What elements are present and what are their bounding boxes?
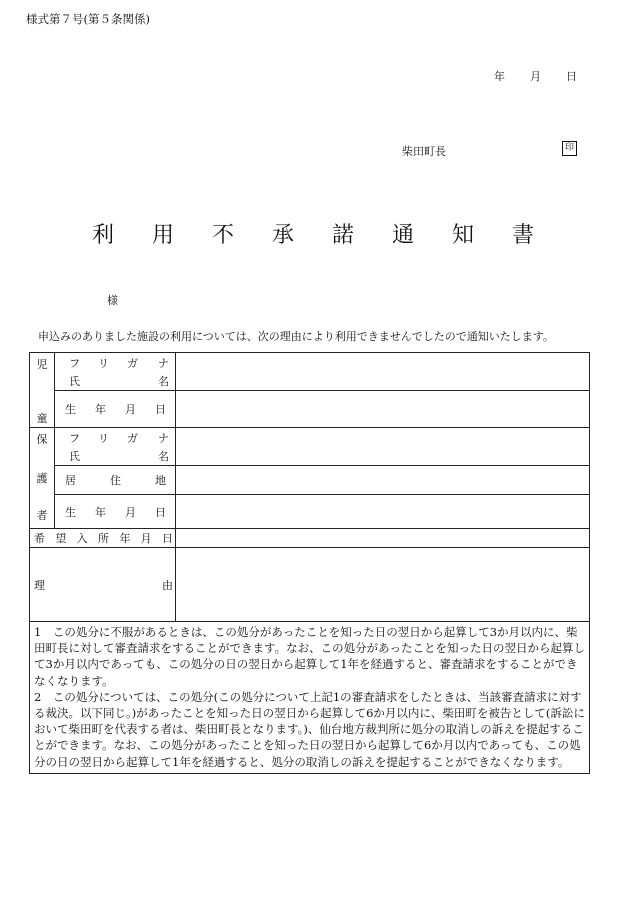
child-birth-field[interactable] (176, 391, 590, 428)
guardian-birth-field[interactable] (176, 495, 590, 529)
seal-mark: 印 (562, 141, 577, 156)
desired-date-field[interactable] (176, 529, 590, 548)
title-char: 知 (452, 223, 475, 248)
title-char: 通 (392, 223, 415, 248)
guardian-address-label: 居 住 地 (55, 466, 176, 495)
issuer-name: 柴田町長 (402, 145, 446, 158)
date-month-label: 月 (530, 70, 541, 83)
guardian-address-field[interactable] (176, 466, 590, 495)
guardian-name-label: フ リ ガ ナ 氏 名 (55, 428, 176, 466)
title-char: 承 (272, 223, 295, 248)
title-char: 利 (92, 223, 115, 248)
notes-section (30, 622, 590, 774)
reason-label: 理 由 (30, 548, 176, 622)
guardian-name-field[interactable] (176, 428, 590, 466)
note-item: 1 この処分に不服があるときは、この処分があったことを知った日の翌日から起算して3か月以内に、柴田町長に対して審査請求をすることができます。なお、この処分があったことを知った日の翌日から起算して3か月以内であっても、この処分の日の翌日から起算して1年を経過すると、審査請求をすることができなくなります。 (34, 625, 585, 688)
date-year-label: 年 (494, 70, 505, 83)
notice-table (29, 352, 590, 774)
title-char: 書 (512, 223, 535, 248)
title-char: 用 (152, 223, 175, 248)
child-group-label: 児 童 (30, 353, 55, 428)
guardian-birth-label: 生 年 月 日 (55, 495, 176, 529)
title-char: 諾 (332, 223, 355, 248)
form-number: 様式第７号(第５条関係) (26, 12, 150, 26)
desired-date-label: 希 望 入 所 年 月 日 (30, 529, 176, 548)
note-item: 2 この処分については、この処分(この処分について上記1の審査請求をしたときは、当該審査請求に対する裁決。以下同じ。)があったことを知った日の翌日から起算して6か月以内に、柴田町を被告として(訴訟において柴田町を代表する者は、柴田町長となります。)、仙台地方裁判所に処分の取消しの訴えを提起することができます。なお、この処分があったことを知った日の翌日から起算して6か月以内であっても、この処分の日の翌日から起算して1年を経過すると、処分の取消しの訴えを提起することができなくなります。 (34, 689, 585, 769)
guardian-group-label: 保 護 者 (30, 428, 55, 529)
recipient-honorific: 様 (107, 294, 118, 307)
intro-text: 申込みのありました施設の利用については、次の理由により利用できませんでしたので通知いたします。 (38, 330, 554, 343)
child-birth-label: 生 年 月 日 (55, 391, 176, 428)
reason-field[interactable] (176, 548, 590, 622)
date-day-label: 日 (566, 70, 577, 83)
child-name-field[interactable] (176, 353, 590, 391)
title-char: 不 (212, 223, 235, 248)
child-name-label: フ リ ガ ナ 氏 名 (55, 353, 176, 391)
